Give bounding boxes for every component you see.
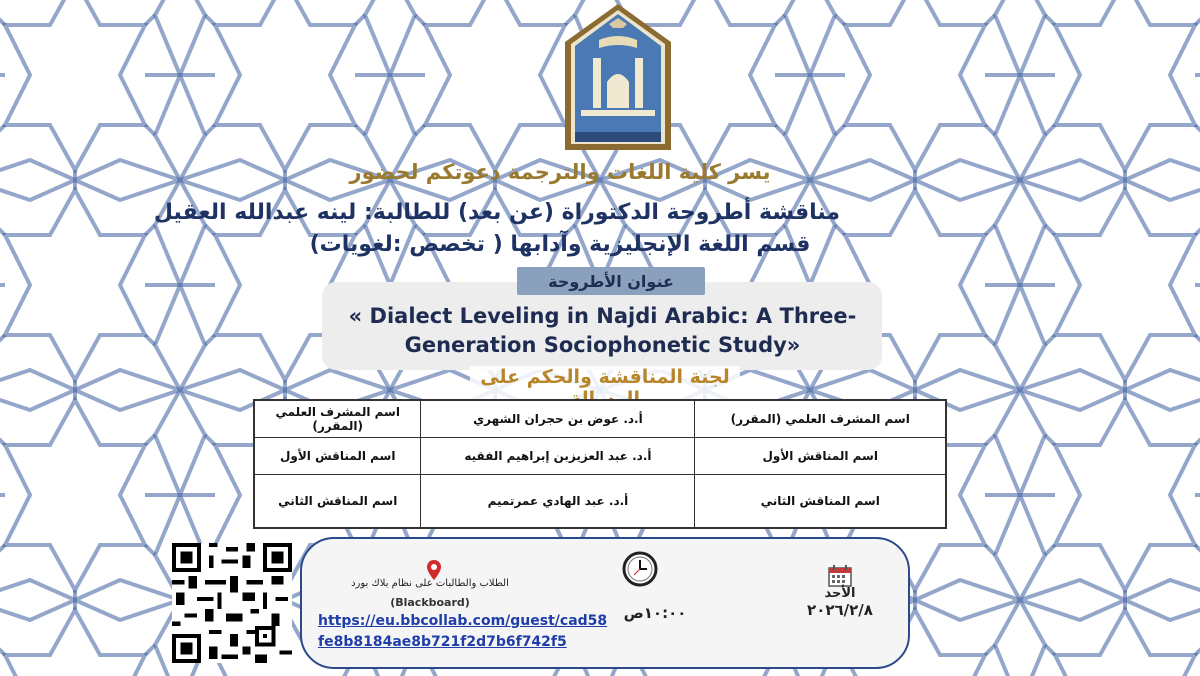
event-day: الأحد: [824, 586, 856, 601]
event-time: ١٠:٠٠ص: [623, 604, 687, 622]
table-cell-name: أ.د. عوض بن حجران الشهري: [421, 400, 695, 438]
calendar-icon: [828, 565, 852, 587]
table-cell-role: اسم المشرف العلمي (المقرر): [254, 400, 421, 438]
defense-announcement: مناقشة أطروحة الدكتوراة (عن بعد) للطالبة: لينه عبدالله العقيل: [153, 200, 840, 225]
table-cell-role: اسم المشرف العلمي (المقرر): [695, 400, 946, 438]
committee-table: [253, 399, 947, 529]
table-cell-name: أ.د. عبد العزيزبن إبراهيم الفقيه: [421, 438, 695, 475]
table-cell-role: اسم المناقش الثاني: [695, 475, 946, 529]
table-row: [254, 400, 946, 438]
location-pin-icon: [427, 560, 441, 580]
table-row: [254, 475, 946, 529]
clock-icon: [622, 551, 658, 587]
table-row: [254, 438, 946, 475]
table-cell-name: أ.د. عبد الهادي عمرتميم: [421, 475, 695, 529]
qr-code[interactable]: [172, 543, 292, 663]
university-logo: [563, 2, 673, 152]
department-line: قسم اللغة الإنجليزية وآدابها ( تخصص :لغويات): [309, 232, 811, 257]
event-date: ٢٠٢٦/٢/٨: [807, 601, 873, 619]
blackboard-platform: (Blackboard): [390, 596, 470, 609]
committee-heading: لجنة المناقشة والحكم على: [470, 366, 740, 410]
thesis-title: « Dialect Leveling in Najdi Arabic: A Three-Generation Sociophonetic Study»: [348, 304, 857, 357]
table-cell-role: اسم المناقش الأول: [254, 438, 421, 475]
blackboard-label: الطلاب والطالبات على نظام بلاك بورد: [351, 578, 509, 589]
meeting-link-continued[interactable]: fe8b8184ae8b721f2d7b6f742f5: [318, 634, 567, 650]
thesis-label: عنوان الأطروحة: [517, 267, 705, 295]
invitation-text: يسر كلية اللغات والترجمة دعوتكم لحضور: [349, 160, 771, 184]
table-cell-role: اسم المناقش الأول: [695, 438, 946, 475]
meeting-link[interactable]: https://eu.bbcollab.com/guest/cad58: [318, 613, 608, 629]
table-cell-role: اسم المناقش الثاني: [254, 475, 421, 529]
